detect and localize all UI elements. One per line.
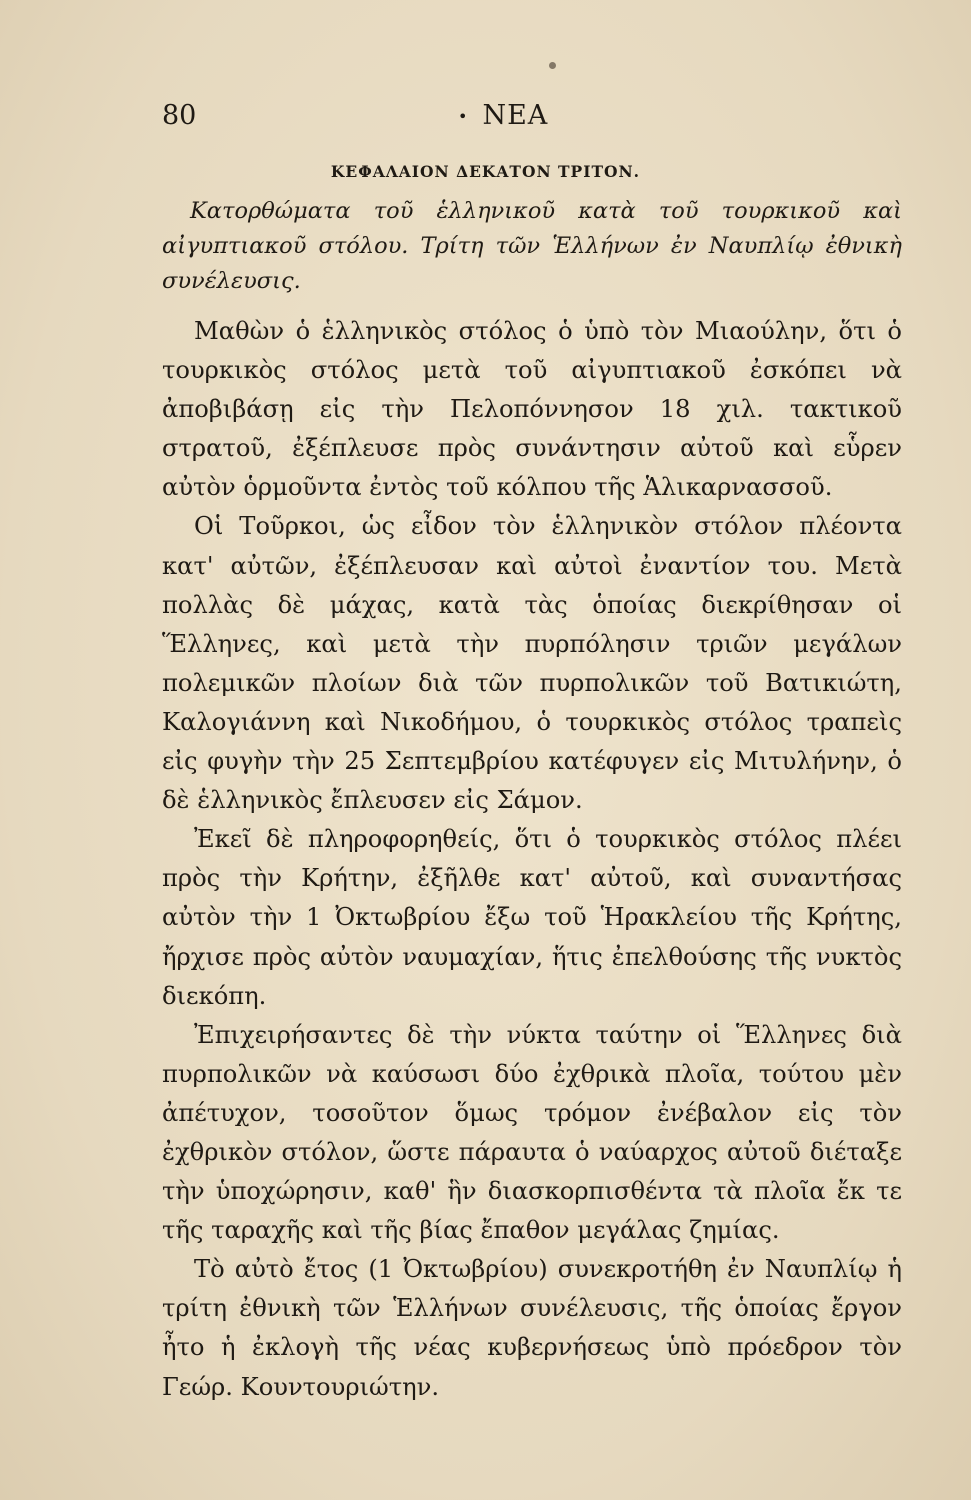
- page-header: [162, 100, 902, 140]
- paragraph: Ἐκεῖ δὲ πληροφορηθείς, ὅτι ὁ τουρκικὸς στόλος πλέει πρὸς τὴν Κρήτην, ἐξῆλθε κατ' αὐτοῦ, καὶ συναντήσας αὐτὸν τὴν 1 Ὀκτωβρίου ἔξω τοῦ Ἡρακλείου τῆς Κρήτης, ἤρχισε πρὸς αὐτὸν ναυμαχίαν, ἥτις ἐπελθούσης τῆς νυκτὸς διεκόπη.: [162, 825, 902, 1010]
- chapter-title: ΚΕΦΑΛΑΙΟΝ ΔΕΚΑΤΟΝ ΤΡΙΤΟΝ.: [330, 162, 641, 181]
- bullet-mark: •: [458, 107, 469, 126]
- body-text: [162, 312, 902, 1407]
- ink-speck: [549, 62, 556, 69]
- running-title: [458, 100, 548, 131]
- paragraph: Τὸ αὐτὸ ἔτος (1 Ὀκτωβρίου) συνεκροτήθη ἐν Ναυπλίῳ ἡ τρίτη ἐθνικὴ τῶν Ἑλλήνων συνέλευσις, τῆς ὁποίας ἔργον ἦτο ἡ ἐκλογὴ τῆς νέας κυβερνήσεως ὑπὸ πρόεδρον τὸν Γεώρ. Κουντουριώτην.: [162, 1255, 902, 1401]
- paragraph: Μαθὼν ὁ ἑλληνικὸς στόλος ὁ ὑπὸ τὸν Μιαούλην, ὅτι ὁ τουρκικὸς στόλος μετὰ τοῦ αἰγυπτιακοῦ ἐσκόπει νὰ ἀποβιβάσῃ εἰς τὴν Πελοπόννησον 18 χιλ. τακτικοῦ στρατοῦ, ἐξέπλευσε πρὸς συνάντησιν αὐτοῦ καὶ εὗρεν αὐτὸν ὁρμοῦντα ἐντὸς τοῦ κόλπου τῆς Ἁλικαρνασσοῦ.: [162, 317, 902, 502]
- paragraph: Οἱ Τοῦρκοι, ὡς εἶδον τὸν ἑλληνικὸν στόλον πλέοντα κατ' αὐτῶν, ἐξέπλευσαν καὶ αὐτοὶ ἐναντίον του. Μετὰ πολλὰς δὲ μάχας, κατὰ τὰς ὁποίας διεκρίθησαν οἱ Ἕλληνες, καὶ μετὰ τὴν πυρπόλησιν τριῶν μεγάλων πολεμικῶν πλοίων διὰ τῶν πυρπολικῶν τοῦ Βατικιώτη, Καλογιάννη καὶ Νικοδήμου, ὁ τουρκικὸς στόλος τραπεὶς εἰς φυγὴν τὴν 25 Σεπτεμβρίου κατέφυγεν εἰς Μιτυλήνην, ὁ δὲ ἑλληνικὸς ἔπλευσεν εἰς Σάμον.: [162, 512, 902, 815]
- running-title-text: ΝΕΑ: [482, 100, 549, 131]
- page-number: 80: [162, 100, 197, 131]
- paragraph: Ἐπιχειρήσαντες δὲ τὴν νύκτα ταύτην οἱ Ἕλληνες διὰ πυρπολικῶν νὰ καύσωσι δύο ἐχθρικὰ πλοῖα, τούτου μὲν ἀπέτυχον, τοσοῦτον ὅμως τρόμον ἐνέβαλον εἰς τὸν ἐχθρικὸν στόλον, ὥστε πάραυτα ὁ ναύαρχος αὐτοῦ διέταξε τὴν ὑποχώρησιν, καθ' ἣν διασκορπισθέντα τὰ πλοῖα ἔκ τε τῆς ταραχῆς καὶ τῆς βίας ἔπαθον μεγάλας ζημίας.: [162, 1020, 902, 1245]
- chapter-summary: Κατορθώματα τοῦ ἑλληνικοῦ κατὰ τοῦ τουρκικοῦ καὶ αἰγυπτιακοῦ στόλου. Τρίτη τῶν Ἑλλήνων ἐν Ναυπλίῳ ἐθνικὴ συνέλευσις.: [162, 198, 902, 294]
